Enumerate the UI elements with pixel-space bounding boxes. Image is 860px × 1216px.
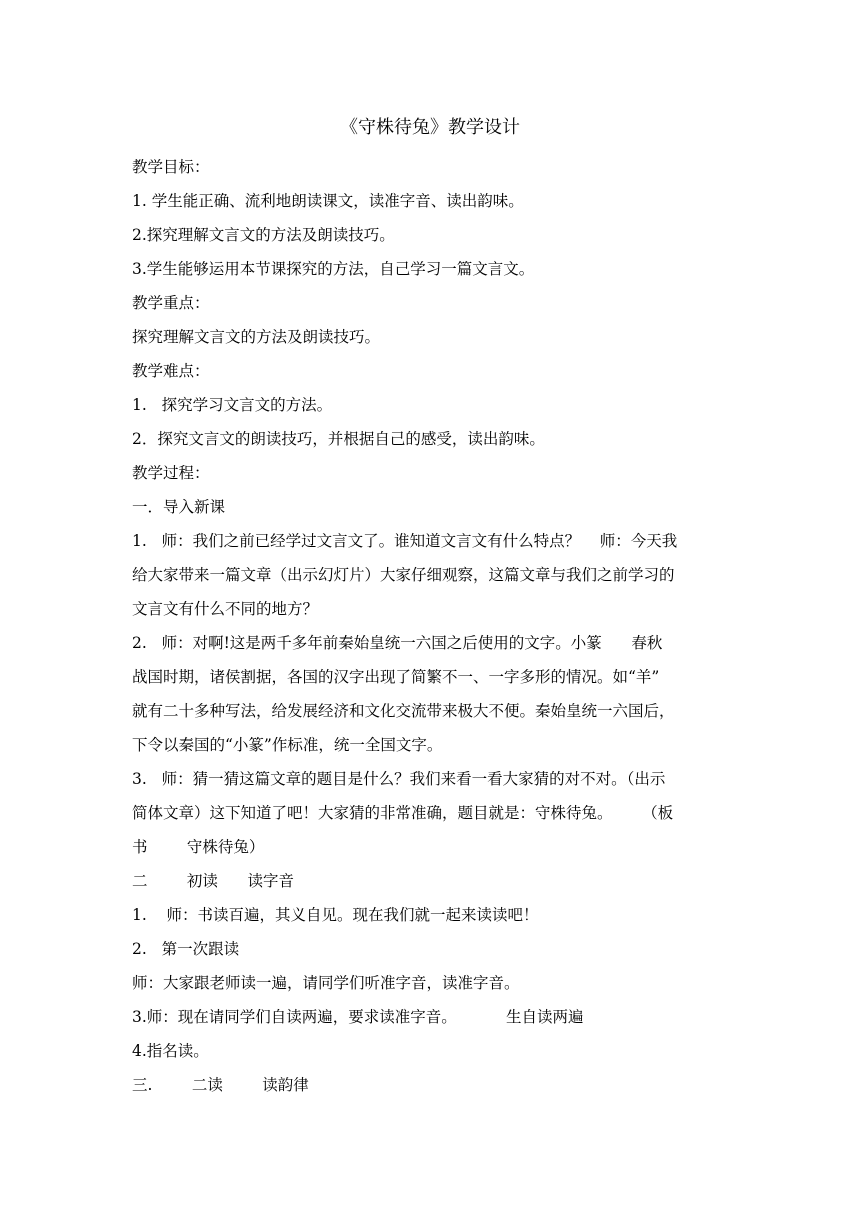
section-2-heading: 二 初读 读字音 [132,872,294,890]
goal-item-2: 2.探究理解文言文的方法及朗读技巧。 [132,226,395,244]
key-points-text: 探究理解文言文的方法及朗读技巧。 [132,328,381,346]
section-2-item-2-detail: 师：大家跟老师读一遍，请同学们听准字音，读准字音。 [132,974,520,992]
document-title: 《守株待兔》教学设计 [340,117,520,138]
section-1-heading: 一．导入新课 [132,498,226,516]
paragraph-1-line: 1. 师：我们之前已经学过文言文了。谁知道文言文有什么特点？ 师：今天我 [132,532,678,550]
difficulty-item-1: 1. 探究学习文言文的方法。 [132,396,333,414]
paragraph-2 [132,626,732,762]
paragraph-2-line: 就有二十多种写法，给发展经济和文化交流带来极大不便。秦始皇统一六国后， [132,702,675,720]
process-heading: 教学过程： [132,464,210,482]
difficulty-item-2: 2．探究文言文的朗读技巧，并根据自己的感受，读出韵味。 [132,430,545,448]
goals-heading: 教学目标： [132,158,210,176]
paragraph-3-line: 简体文章）这下知道了吧！大家猜的非常准确，题目就是：守株待兔。 （板 [132,804,674,822]
section-2-item-1: 1. 师：书读百遍，其义自见。现在我们就一起来读读吧！ [132,906,539,924]
key-points-heading: 教学重点： [132,294,210,312]
paragraph-2-line: 下令以秦国的“小篆”作标准，统一全国文字。 [132,736,443,754]
section-2-item-4: 4.指名读。 [132,1042,209,1060]
paragraph-3-line: 3. 师：猜一猜这篇文章的题目是什么？我们来看一看大家猜的对不对。（出示 [132,770,666,788]
paragraph-3 [132,762,732,864]
section-3-heading: 三. 二读 读韵律 [132,1076,309,1094]
goal-item-3: 3.学生能够运用本节课探究的方法，自己学习一篇文言文。 [132,260,535,278]
paragraph-1-line: 给大家带来一篇文章（出示幻灯片）大家仔细观察，这篇文章与我们之前学习的 [132,566,675,584]
goal-item-1: 1. 学生能正确、流利地朗读课文，读准字音、读出韵味。 [132,192,524,210]
paragraph-1 [132,524,732,626]
difficulties-heading: 教学难点： [132,362,210,380]
paragraph-3-line: 书 守株待兔） [132,838,265,856]
section-2-item-3: 3.师：现在请同学们自读两遍，要求读准字音。 生自读两遍 [132,1008,584,1026]
section-2-item-2: 2. 第一次跟读 [132,940,240,958]
paragraph-1-line: 文言文有什么不同的地方？ [132,600,319,618]
paragraph-2-line: 2. 师：对啊!这是两千多年前秦始皇统一六国之后使用的文字。小篆 春秋 [132,634,663,652]
paragraph-2-line: 战国时期，诸侯割据，各国的汉字出现了简繁不一、一字多形的情况。如“羊” [132,668,660,686]
document-body [132,150,732,1102]
